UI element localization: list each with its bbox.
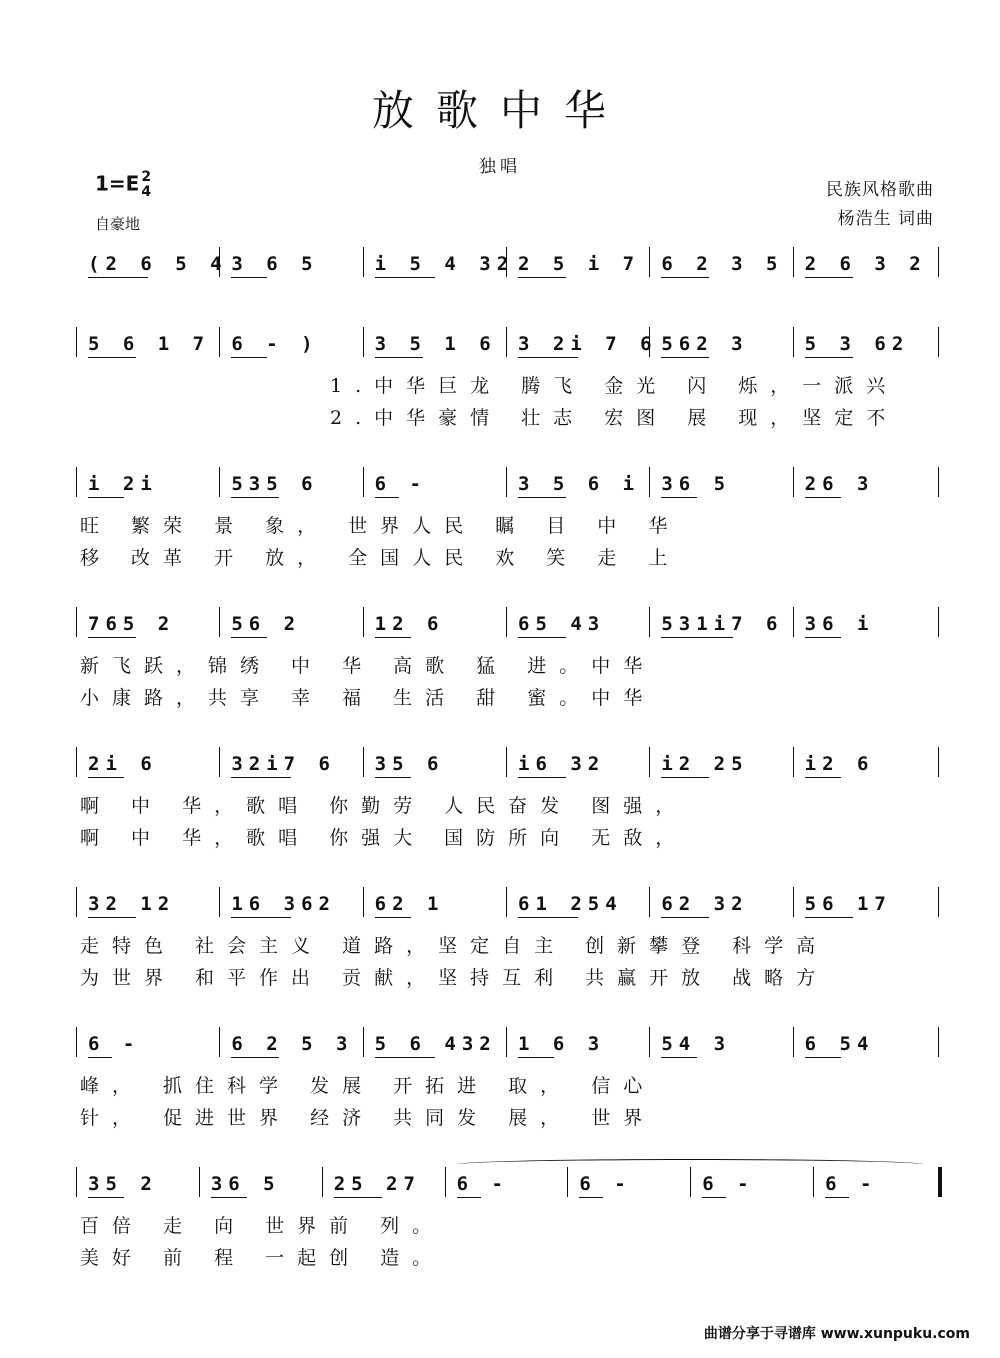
measure: 61 254 bbox=[518, 893, 623, 915]
barline bbox=[219, 607, 220, 637]
measure: i 5 4 32 bbox=[374, 253, 515, 275]
notation-row bbox=[80, 245, 940, 285]
barline bbox=[690, 1167, 691, 1197]
barline bbox=[322, 1167, 323, 1197]
time-bottom: 4 bbox=[141, 184, 152, 200]
measure: 36 5 bbox=[661, 473, 732, 495]
beam-underline bbox=[518, 917, 578, 918]
notation-row bbox=[80, 1165, 940, 1205]
beam-underline bbox=[375, 497, 399, 498]
lyric-line: 新飞跃，锦绣 中 华 高歌 猛 进。中华 bbox=[80, 655, 656, 677]
beam-underline bbox=[231, 497, 279, 498]
barline bbox=[793, 467, 794, 497]
barline bbox=[813, 1167, 814, 1197]
beam-underline bbox=[231, 1057, 279, 1058]
lyric-line: 移 改革 开 放， 全国人民 欢 笑 走 上 bbox=[80, 547, 681, 569]
measure: 5 6 432 bbox=[374, 1033, 497, 1055]
beam-underline bbox=[805, 357, 853, 358]
measure: 765 2 bbox=[88, 613, 176, 635]
barline bbox=[76, 1027, 77, 1057]
barline bbox=[76, 607, 77, 637]
beam-underline bbox=[518, 637, 566, 638]
composer-credit: 杨浩生 词曲 bbox=[837, 209, 934, 229]
barline bbox=[938, 1027, 939, 1057]
measure: 25 27 bbox=[333, 1173, 421, 1195]
lyric-line: 美好 前 程 一起创 造。 bbox=[80, 1247, 445, 1269]
notation-row bbox=[80, 465, 940, 505]
measure: 3 2i 7 6 bbox=[518, 333, 658, 355]
measure: i6 32 bbox=[518, 753, 606, 775]
barline bbox=[793, 887, 794, 917]
time-top: 2 bbox=[141, 169, 152, 185]
score-system bbox=[80, 1025, 940, 1135]
notation-row bbox=[80, 745, 940, 785]
beam-underline bbox=[231, 277, 267, 278]
measure: 5 6 1 7 bbox=[88, 333, 211, 355]
song-style: 民族风格歌曲 bbox=[826, 180, 934, 200]
beam-underline bbox=[805, 917, 853, 918]
score-system bbox=[80, 605, 940, 715]
beam-underline bbox=[334, 1197, 382, 1198]
beam-underline bbox=[805, 1057, 841, 1058]
measure: 6 2 3 5 bbox=[661, 253, 784, 275]
measure: 531i7 6 bbox=[661, 613, 784, 635]
measure: 32i7 6 bbox=[231, 753, 336, 775]
barline bbox=[649, 747, 650, 777]
barline bbox=[506, 887, 507, 917]
barline bbox=[199, 1167, 200, 1197]
measure: 36 5 bbox=[210, 1173, 281, 1195]
final-barline bbox=[938, 1167, 942, 1197]
score-system bbox=[80, 745, 940, 855]
key-prefix: 1=E bbox=[95, 171, 140, 196]
beam-underline bbox=[457, 1197, 481, 1198]
barline bbox=[506, 467, 507, 497]
measure: 5 3 62 bbox=[804, 333, 910, 355]
measure: 62 32 bbox=[661, 893, 749, 915]
beam-underline bbox=[661, 917, 709, 918]
measure: 32 12 bbox=[88, 893, 176, 915]
barline bbox=[363, 607, 364, 637]
barline bbox=[649, 247, 650, 277]
score-system bbox=[80, 465, 940, 575]
performance-type: 独唱 bbox=[479, 157, 521, 177]
beam-underline bbox=[518, 277, 566, 278]
barline bbox=[506, 247, 507, 277]
measure: 3 6 5 bbox=[231, 253, 319, 275]
notation-row bbox=[80, 885, 940, 925]
barline bbox=[363, 887, 364, 917]
beam-underline bbox=[375, 1057, 435, 1058]
barline bbox=[649, 1027, 650, 1057]
measure: 65 43 bbox=[518, 613, 606, 635]
measure: 562 3 bbox=[661, 333, 749, 355]
beam-underline bbox=[375, 357, 423, 358]
score-system bbox=[80, 325, 940, 435]
measure: 2i 6 bbox=[88, 753, 158, 775]
barline bbox=[506, 607, 507, 637]
barline bbox=[219, 247, 220, 277]
barline bbox=[938, 747, 939, 777]
beam-underline bbox=[88, 497, 124, 498]
barline bbox=[793, 1027, 794, 1057]
barline bbox=[793, 247, 794, 277]
barline bbox=[938, 607, 939, 637]
beam-underline bbox=[88, 1197, 124, 1198]
beam-underline bbox=[661, 1057, 697, 1058]
barline bbox=[938, 467, 939, 497]
measure: 6 - bbox=[825, 1173, 878, 1195]
measure: 36 i bbox=[804, 613, 875, 635]
measure: 6 - bbox=[88, 1033, 141, 1055]
beam-underline bbox=[231, 637, 267, 638]
lyric-line: 针， 促进世界 经济 共同发 展， 世界 bbox=[80, 1107, 656, 1129]
measure: i 2i bbox=[88, 473, 158, 495]
measure: 35 6 bbox=[374, 753, 445, 775]
beam-underline bbox=[661, 277, 709, 278]
beam-underline bbox=[88, 357, 136, 358]
measure: 6 - bbox=[374, 473, 427, 495]
barline bbox=[76, 747, 77, 777]
beam-underline bbox=[231, 357, 267, 358]
beam-underline bbox=[805, 777, 841, 778]
measure: 35 2 bbox=[88, 1173, 158, 1195]
barline bbox=[363, 327, 364, 357]
barline bbox=[219, 467, 220, 497]
measure: (2 6 5 4 bbox=[88, 253, 228, 275]
barline bbox=[76, 887, 77, 917]
beam-underline bbox=[231, 917, 291, 918]
barline bbox=[938, 327, 939, 357]
notation-row bbox=[80, 605, 940, 645]
beam-underline bbox=[661, 357, 709, 358]
lyric-line: 百倍 走 向 世界前 列。 bbox=[80, 1215, 445, 1237]
tempo-marking: 自豪地 bbox=[95, 215, 141, 233]
barline bbox=[363, 247, 364, 277]
measure: i2 25 bbox=[661, 753, 749, 775]
lyric-line: 啊 中 华，歌唱 你强大 国防所向 无敌， bbox=[80, 827, 688, 849]
lyric-line: 峰， 抓住科学 发展 开拓进 取， 信心 bbox=[80, 1075, 656, 1097]
barline bbox=[363, 747, 364, 777]
beam-underline bbox=[231, 777, 291, 778]
beam-underline bbox=[518, 777, 566, 778]
measure: 2 5 i 7 bbox=[518, 253, 641, 275]
score-system bbox=[80, 885, 940, 995]
lyric-line: 1.中华巨龙 腾飞 金光 闪 烁，一派兴 bbox=[330, 375, 899, 397]
barline bbox=[76, 467, 77, 497]
beam-underline bbox=[518, 357, 578, 358]
barline bbox=[649, 607, 650, 637]
barline bbox=[649, 327, 650, 357]
barline bbox=[506, 747, 507, 777]
barline bbox=[649, 887, 650, 917]
measure: 54 3 bbox=[661, 1033, 732, 1055]
measure: 3 5 1 6 bbox=[374, 333, 497, 355]
beam-underline bbox=[579, 1197, 603, 1198]
beam-underline bbox=[661, 637, 733, 638]
beam-underline bbox=[702, 1197, 726, 1198]
measure: 535 6 bbox=[231, 473, 319, 495]
measure: 16 362 bbox=[231, 893, 336, 915]
measure: 1 6 3 bbox=[518, 1033, 606, 1055]
beam-underline bbox=[518, 1057, 554, 1058]
lyric-line: 为世界 和平作出 贡献，坚持互利 共赢开放 战略方 bbox=[80, 967, 829, 989]
beam-underline bbox=[805, 277, 853, 278]
score-system bbox=[80, 1165, 940, 1275]
barline bbox=[76, 1167, 77, 1197]
beam-underline bbox=[211, 1197, 247, 1198]
tie-arc bbox=[457, 1159, 924, 1170]
beam-underline bbox=[375, 637, 411, 638]
measure: 12 6 bbox=[374, 613, 445, 635]
lyric-line: 旺 繁荣 景 象， 世界人民 瞩 目 中 华 bbox=[80, 515, 681, 537]
beam-underline bbox=[88, 277, 148, 278]
beam-underline bbox=[661, 777, 709, 778]
barline bbox=[793, 327, 794, 357]
beam-underline bbox=[375, 917, 411, 918]
barline bbox=[793, 747, 794, 777]
beam-underline bbox=[88, 1057, 112, 1058]
measure: 26 3 bbox=[804, 473, 875, 495]
barline bbox=[219, 747, 220, 777]
measure: 6 54 bbox=[804, 1033, 875, 1055]
beam-underline bbox=[375, 777, 411, 778]
time-signature bbox=[141, 170, 151, 200]
measure: 6 - bbox=[579, 1173, 632, 1195]
measure: 56 2 bbox=[231, 613, 302, 635]
barline bbox=[938, 887, 939, 917]
measure: 6 - bbox=[702, 1173, 755, 1195]
barline bbox=[506, 1027, 507, 1057]
key-signature bbox=[95, 170, 151, 200]
lyric-line: 2.中华豪情 壮志 宏图 展 现，坚定不 bbox=[330, 407, 899, 429]
barline bbox=[506, 327, 507, 357]
barline bbox=[219, 887, 220, 917]
lyric-line: 走特色 社会主义 道路，坚定自主 创新攀登 科学高 bbox=[80, 935, 829, 957]
barline bbox=[445, 1167, 446, 1197]
notation-row bbox=[80, 1025, 940, 1065]
measure: i2 6 bbox=[804, 753, 875, 775]
measure: 56 17 bbox=[804, 893, 892, 915]
barline bbox=[567, 1167, 568, 1197]
barline bbox=[363, 467, 364, 497]
beam-underline bbox=[375, 277, 435, 278]
beam-underline bbox=[661, 497, 697, 498]
beam-underline bbox=[518, 497, 566, 498]
barline bbox=[363, 1027, 364, 1057]
barline bbox=[649, 467, 650, 497]
beam-underline bbox=[825, 1197, 849, 1198]
beam-underline bbox=[805, 497, 841, 498]
measure: 3 5 6 i bbox=[518, 473, 641, 495]
beam-underline bbox=[88, 637, 136, 638]
lyric-line: 啊 中 华，歌唱 你勤劳 人民奋发 图强， bbox=[80, 795, 688, 817]
notation-row bbox=[80, 325, 940, 365]
beam-underline bbox=[88, 917, 136, 918]
measure: 2 6 3 2 bbox=[804, 253, 927, 275]
barline bbox=[938, 247, 939, 277]
barline bbox=[793, 607, 794, 637]
barline bbox=[76, 327, 77, 357]
measure: 6 2 5 3 bbox=[231, 1033, 354, 1055]
barline bbox=[219, 327, 220, 357]
lyric-line: 小康路，共享 幸 福 生活 甜 蜜。中华 bbox=[80, 687, 656, 709]
beam-underline bbox=[88, 777, 124, 778]
source-footer: 曲谱分享于寻谱库 www.xunpuku.com bbox=[703, 1326, 970, 1342]
song-title: 放歌中华 bbox=[371, 86, 628, 135]
measure: 6 - ) bbox=[231, 333, 319, 355]
barline bbox=[219, 1027, 220, 1057]
beam-underline bbox=[805, 637, 841, 638]
measure: 62 1 bbox=[374, 893, 445, 915]
measure: 6 - bbox=[456, 1173, 509, 1195]
